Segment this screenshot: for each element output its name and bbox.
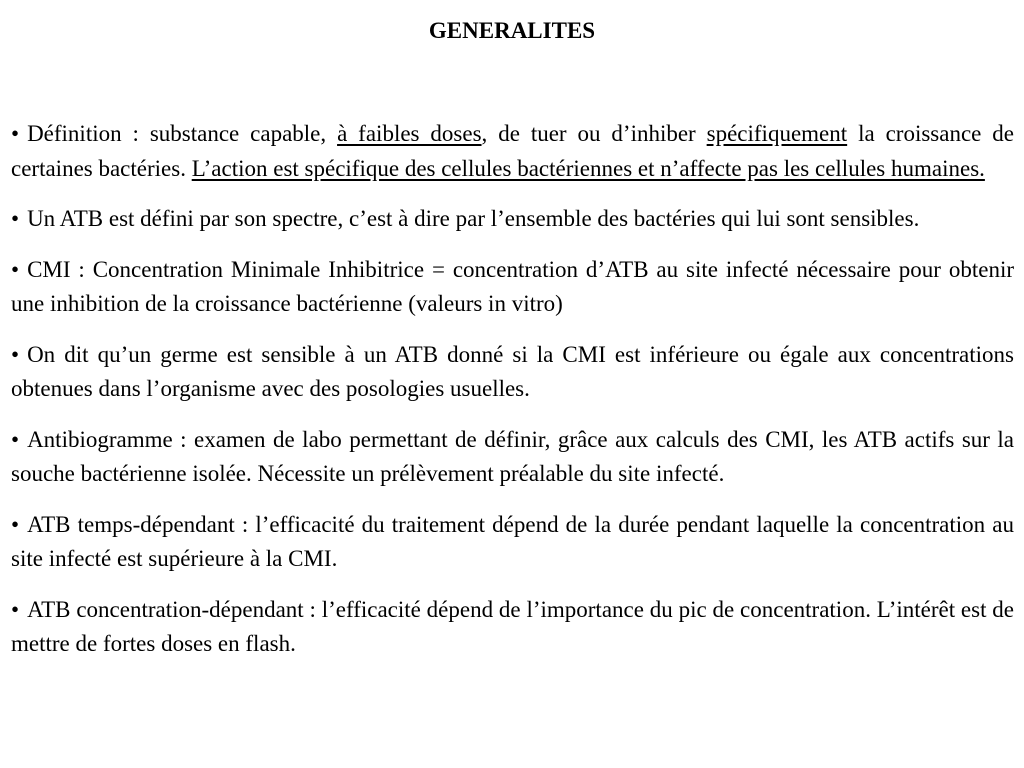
paragraph-text: Un ATB est défini par son spectre, c’est à dire par l’ensemble des bactéries qui lui sont sensibles.: [27, 206, 920, 231]
bullet-paragraph-concentration-dependant: [11, 593, 1014, 662]
paragraph-text: Définition : substance capable,: [27, 121, 338, 146]
bullet-marker: •: [11, 206, 20, 231]
bullet-marker: •: [11, 121, 20, 146]
underlined-text: L’action est spécifique des cellules bactériennes et n’affecte pas les cellules humaines.: [191, 155, 985, 181]
slide-title: GENERALITES: [428, 18, 596, 43]
paragraph-text: , de tuer ou d’inhiber: [481, 121, 707, 146]
bullet-paragraph-spectre: [11, 202, 1014, 237]
paragraph-text: Antibiogramme : examen de labo permettant de définir, grâce aux calculs des CMI, les ATB actifs sur la souche bactérienne isolée. Nécessite un prélèvement préalable du site infecté.: [11, 426, 1014, 486]
bullet-paragraph-definition: [11, 117, 1014, 186]
underlined-text: spécifiquement: [706, 121, 848, 146]
underlined-text: à faibles doses: [337, 121, 482, 146]
slide-content: [11, 117, 1014, 678]
bullet-paragraph-sensible: [11, 338, 1014, 407]
paragraph-text: ATB concentration-dépendant : l’efficacité dépend de l’importance du pic de concentration. L’intérêt est de mettre de fortes doses en flash.: [11, 596, 1014, 656]
bullet-marker: •: [11, 596, 20, 622]
bullet-marker: •: [11, 511, 20, 537]
bullet-marker: •: [11, 341, 20, 367]
paragraph-text: ATB temps-dépendant : l’efficacité du traitement dépend de la durée pendant laquelle la concentration au site infecté est supérieure à la CMI.: [11, 511, 1014, 571]
bullet-paragraph-cmi: [11, 253, 1014, 322]
paragraph-text: CMI : Concentration Minimale Inhibitrice = concentration d’ATB au site infecté nécessaire pour obtenir une inhibition de la croissance bactérienne (valeurs in vitro): [11, 256, 1014, 316]
bullet-paragraph-temps-dependant: [11, 508, 1014, 577]
paragraph-text: la croissance de certaines bactéries.: [11, 121, 1014, 181]
bullet-marker: •: [11, 426, 20, 452]
paragraph-text: On dit qu’un germe est sensible à un ATB donné si la CMI est inférieure ou égale aux concentrations obtenues dans l’organisme avec des posologies usuelles.: [11, 341, 1014, 401]
bullet-paragraph-antibiogramme: [11, 423, 1014, 492]
bullet-marker: •: [11, 256, 20, 282]
